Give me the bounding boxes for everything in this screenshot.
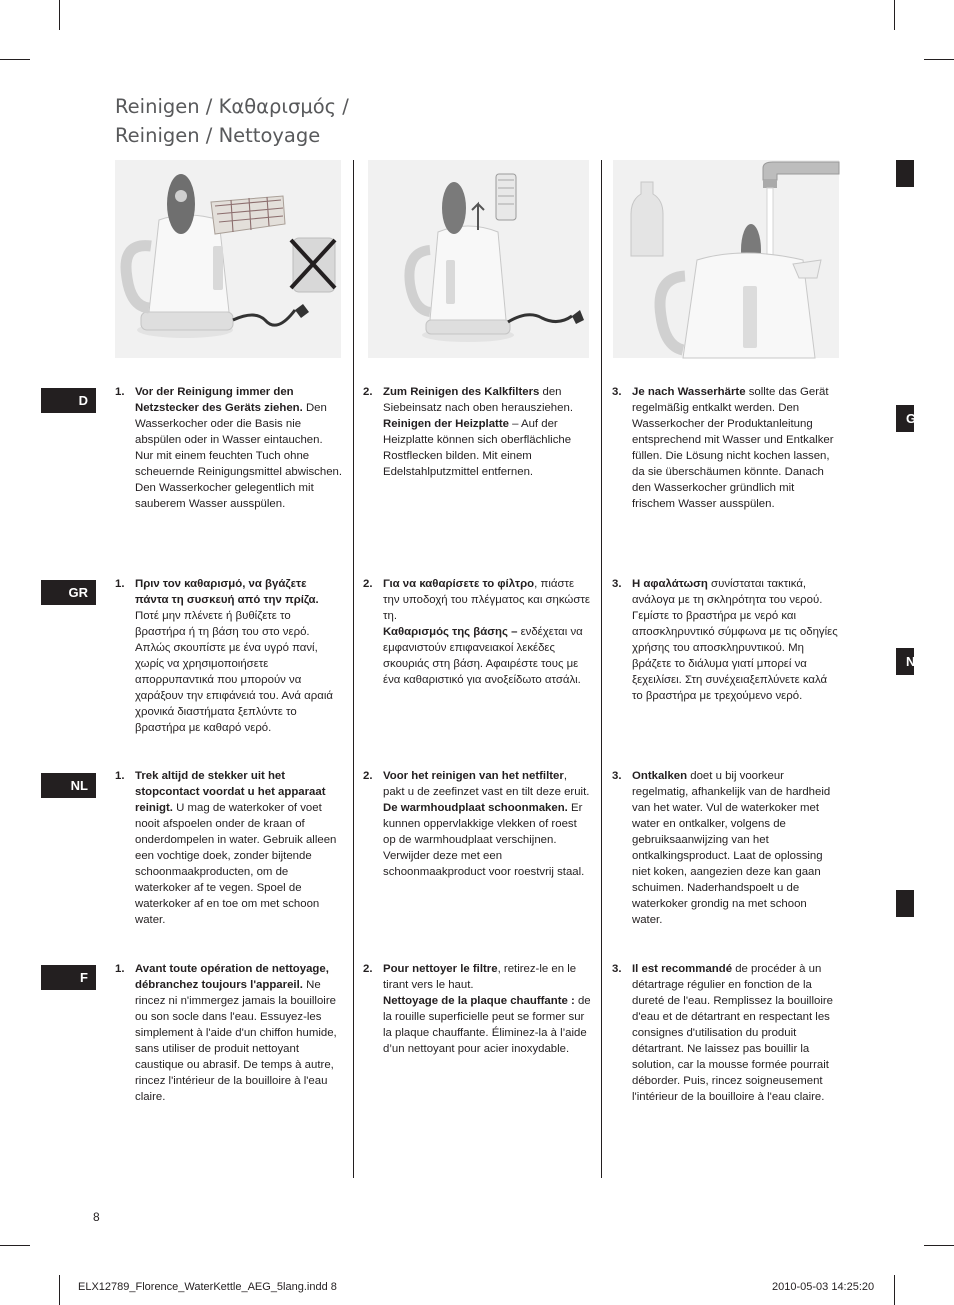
step-number: 3.: [612, 770, 622, 782]
step-lead-2: Nettoyage de la plaque chauffante :: [383, 995, 575, 1007]
step-detail: den Siebeinsatz nach oben herausziehen.: [383, 386, 573, 414]
step-d-2: [363, 384, 591, 480]
illustration-kettle-wipe: [115, 160, 341, 358]
crop-mark: [894, 0, 895, 30]
step-nl-1: [115, 768, 343, 928]
crop-mark: [924, 59, 954, 60]
column-divider: [353, 160, 354, 1178]
step-detail: συνίσταται τακτικά, ανάλογα με τη σκληρότητα του νερού. Γεμίστε το βραστήρα με νερό και αποσκληρυντικό σύμφωνα με τις οδηγίες χρήσης του αποσκληρυντικού. Μη βράζετε το διάλυμα γιατί μπορεί να ξεχειλίσει. Στη συνέχειαξεπλύνετε καλά το βραστήρα με τρεχούμενο νερό.: [632, 578, 838, 702]
step-number: 2.: [363, 770, 373, 782]
step-detail-2: ενδέχεται να εμφανιστούν επιφανειακοί λεκέδες σκουριάς στη βάση. Αφαιρέστε τους με ένα καθαριστικό για ανοξείδωτο ατσάλι.: [383, 626, 583, 686]
step-nl-3: [612, 768, 840, 928]
step-number: 3.: [612, 386, 622, 398]
step-text: [383, 768, 591, 880]
step-gr-1: [115, 576, 343, 736]
step-lead-2: Καθαρισμός της βάσης –: [383, 626, 518, 638]
file-name: ELX12789_Florence_WaterKettle_AEG_5lang.indd 8: [78, 1281, 337, 1293]
step-text: [383, 384, 591, 480]
timestamp: 2010-05-03 14:25:20: [772, 1281, 875, 1293]
step-text: [135, 961, 343, 1105]
filter-removal-drawing: [368, 160, 589, 358]
step-number: 2.: [363, 963, 373, 975]
step-lead: Zum Reinigen des Kalkfilters: [383, 386, 540, 398]
step-lead: Ontkalken: [632, 770, 688, 782]
page-title-line-1: Reinigen / Καθαρισμός /: [115, 95, 349, 118]
step-text: [383, 576, 591, 688]
step-detail: Ne rincez ni n'immergez jamais la bouilloire ou son socle dans l'eau. Essuyez-les simplement à l'aide d'un chiffon humide, sans utiliser de produit nettoyant caustique ou abrasif. De temps à autre, rincez l'intérieur de la bouilloire à l'eau claire.: [135, 979, 337, 1103]
step-f-3: [612, 961, 840, 1105]
step-number: 3.: [612, 963, 622, 975]
step-lead: Για να καθαρίσετε το φίλτρο: [383, 578, 535, 590]
step-number: 1.: [115, 386, 125, 398]
language-tab-f: F: [41, 965, 96, 990]
step-detail-2: Er kunnen oppervlakkige vlekken of roest op de warmhoudplaat verschijnen. Verwijder deze met een schoonmaakproduct voor roestvrij staal.: [383, 802, 585, 878]
crop-mark: [59, 0, 60, 30]
edge-tab: [896, 160, 914, 187]
crop-mark: [0, 59, 30, 60]
crop-mark: [924, 1245, 954, 1246]
page-title: [115, 92, 349, 150]
edge-tab: G: [896, 405, 914, 432]
step-d-1: [115, 384, 343, 512]
step-gr-3: [612, 576, 840, 704]
step-text: [383, 961, 591, 1057]
step-lead: Η αφαλάτωση: [632, 578, 708, 590]
step-f-1: [115, 961, 343, 1105]
step-text: [632, 384, 840, 512]
step-gr-2: [363, 576, 591, 688]
crop-mark: [59, 1275, 60, 1305]
step-text: [135, 768, 343, 928]
step-number: 2.: [363, 386, 373, 398]
step-d-3: [612, 384, 840, 512]
step-detail: Den Wasserkocher oder die Basis nie abspülen oder in Wasser eintauchen. Nur mit einem feuchten Tuch ohne scheuernde Reinigungsmittel abwischen. Den Wasserkocher gelegentlich mit sauberem Wasser ausspülen.: [135, 402, 343, 510]
step-detail: doet u bij voorkeur regelmatig, afhankelijk van de hardheid van het water. Vul de waterkoker met water en ontkalker, volgens de gebruiksaanwijzing van het ontkalkingsproduct. Laat de oplossing niet koken, aangezien deze kan gaan schuimen. Naderhandspoelt u de waterkoker grondig na met schoon water.: [632, 770, 831, 926]
step-detail: sollte das Gerät regelmäßig entkalkt werden. Den Wasserkocher der Produktanleitung entsprechend mit Wasser und Entkalker füllen. Die Lösung nicht kochen lassen, da sie überschäumen könnte. Danach den Wasserkocher gründlich mit frischem Wasser ausspülen.: [632, 386, 834, 510]
step-detail: Ποτέ μην πλένετε ή βυθίζετε το βραστήρα ή τη βάση του στο νερό. Απλώς σκουπίστε με ένα υγρό πανί, χωρίς να χρησιμοποιήσετε απορρυπαντικά που μπορούν να χαράξουν την επιφάνειά του. Ανά αραιά χρονικά διαστήματα ξεπλύντε το βραστήρα με καθαρό νερό.: [135, 610, 333, 734]
crop-mark: [0, 1245, 30, 1246]
kettle-wipe-drawing: [115, 160, 341, 358]
illustration-filter-removal: [368, 160, 589, 358]
step-lead: Avant toute opération de nettoyage, débranchez toujours l'appareil.: [135, 963, 329, 991]
step-detail: U mag de waterkoker of voet nooit afspoelen onder de kraan of onderdompelen in water. Gebruik alleen een vochtige doek, zonder bijtende schoonmaakproducten, om de waterkoker af te vegen. Spoel de waterkoker af en toe om met schoon water.: [135, 802, 337, 926]
step-lead: Pour nettoyer le filtre: [383, 963, 498, 975]
descaling-drawing: [613, 160, 839, 358]
step-lead: Je nach Wasserhärte: [632, 386, 746, 398]
step-detail-2: – Auf der Heizplatte können sich oberflächliche Rostflecken bilden. Mit einem Edelstahlputzmittel entfernen.: [383, 418, 572, 478]
edge-tab: N: [896, 648, 914, 675]
step-detail: , pakt u de zeefinzet vast en tilt deze eruit.: [383, 770, 590, 798]
step-text: [632, 961, 840, 1105]
step-lead: Trek altijd de stekker uit het stopcontact voordat u het apparaat reinigt.: [135, 770, 326, 814]
step-lead: Πριν τον καθαρισμό, να βγάζετε πάντα τη συσκευή από την πρίζα.: [135, 578, 319, 606]
crop-mark: [894, 1275, 895, 1305]
step-nl-2: [363, 768, 591, 880]
edge-tab: [896, 890, 914, 917]
step-lead: Vor der Reinigung immer den Netzstecker des Geräts ziehen.: [135, 386, 303, 414]
step-text: [632, 768, 840, 928]
language-tab-gr: GR: [41, 580, 96, 605]
step-lead-2: Reinigen der Heizplatte: [383, 418, 509, 430]
step-number: 1.: [115, 578, 125, 590]
step-number: 1.: [115, 770, 125, 782]
step-f-2: [363, 961, 591, 1057]
step-detail: de procéder à un détartrage régulier en fonction de la dureté de l'eau. Remplissez la bouilloire d'eau et de détartrant en respectant les consignes d'utilisation du produit détartrant. Ne laissez pas bouillir la solution, car la mousse formée pourrait déborder. Puis, rincez soigneusement l'intérieur de la bouilloire à l'eau claire.: [632, 963, 833, 1103]
step-lead: Il est recommandé: [632, 963, 733, 975]
step-lead-2: De warmhoudplaat schoonmaken.: [383, 802, 568, 814]
step-number: 1.: [115, 963, 125, 975]
illustration-descaling: [613, 160, 839, 358]
step-text: [632, 576, 840, 704]
language-tab-d: D: [41, 388, 96, 413]
step-number: 2.: [363, 578, 373, 590]
column-divider: [601, 160, 602, 1178]
step-lead: Voor het reinigen van het netfilter: [383, 770, 564, 782]
step-detail: , retirez-le en le tirant vers le haut.: [383, 963, 577, 991]
step-text: [135, 576, 343, 736]
language-tab-nl: NL: [41, 773, 96, 798]
step-detail-2: de la rouille superficielle peut se former sur la plaque chauffante. Éliminez-la à l’aide d’un nettoyant pour acier inoxydable.: [383, 995, 591, 1055]
page-title-line-2: Reinigen / Nettoyage: [115, 124, 321, 147]
step-detail: , πιάστε την υποδοχή του πλέγματος και σηκώστε τη.: [383, 578, 590, 622]
step-number: 3.: [612, 578, 622, 590]
page-number: 8: [93, 1210, 100, 1224]
step-text: [135, 384, 343, 512]
